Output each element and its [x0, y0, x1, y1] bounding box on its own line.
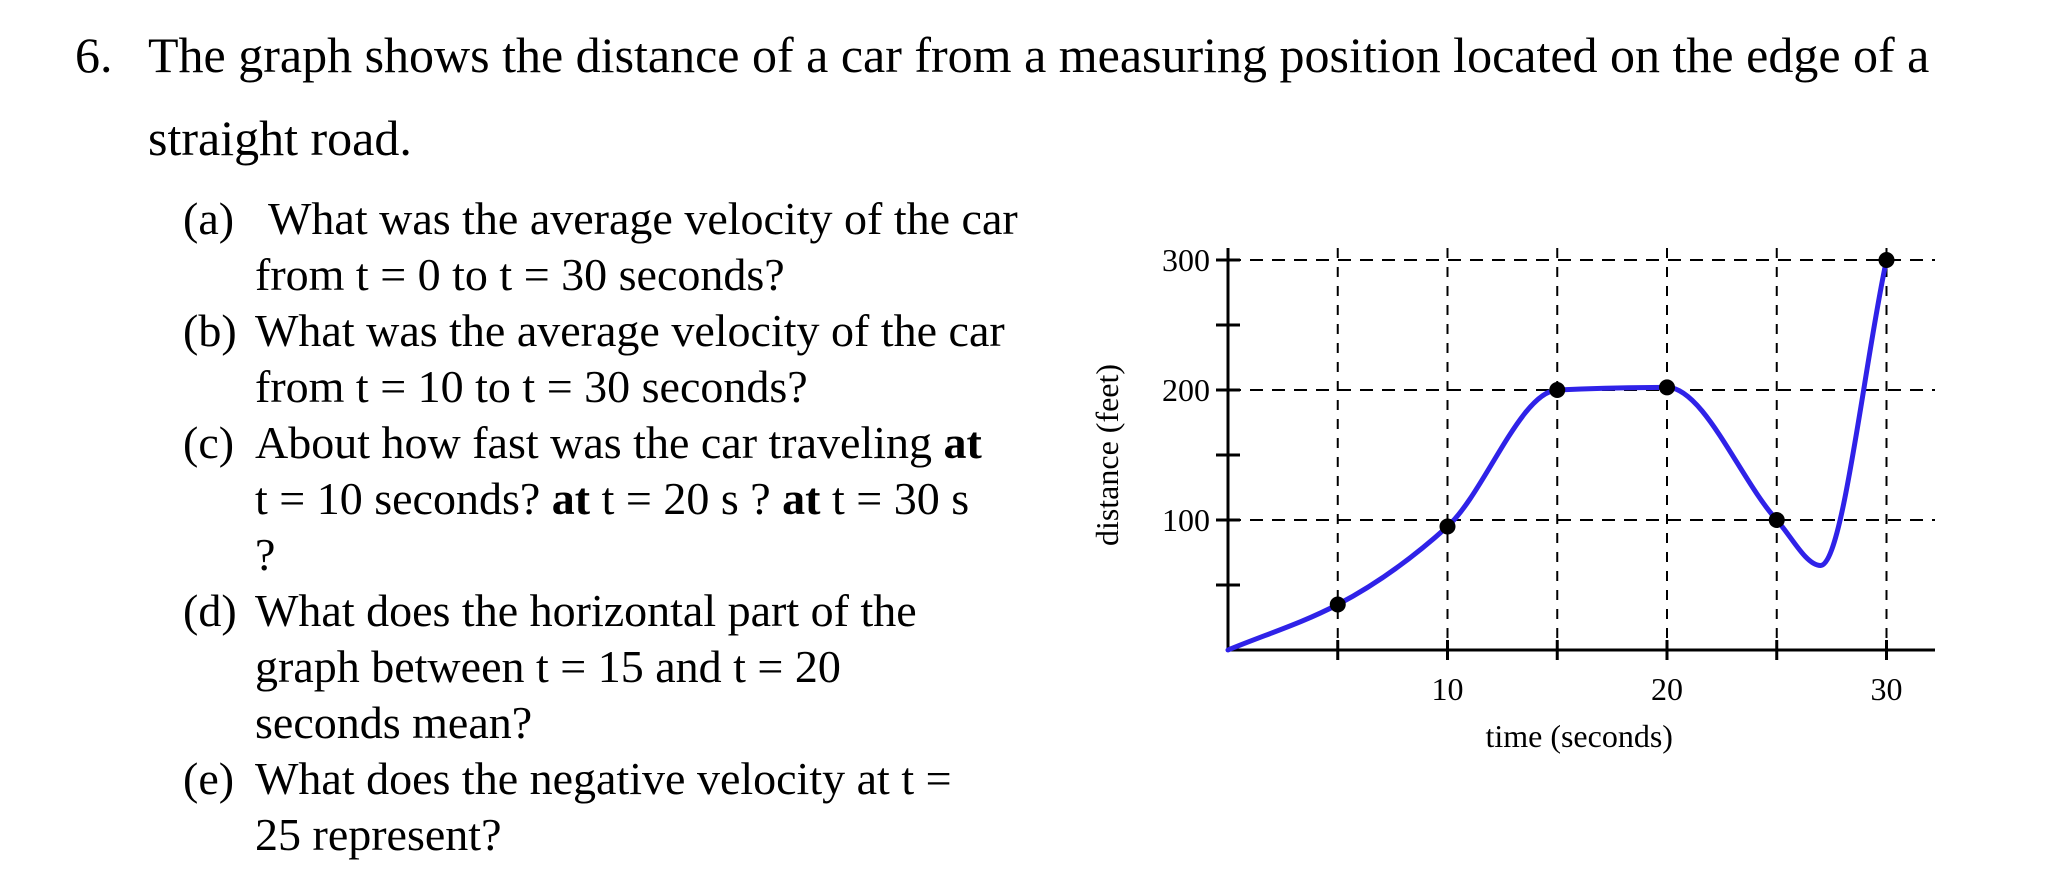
- y-tick-label: 300: [1162, 242, 1210, 278]
- part-b-label: (b): [183, 305, 237, 356]
- y-axis-label: distance (feet): [1089, 363, 1125, 547]
- question-number: 6.: [75, 27, 113, 83]
- part-e-line1: What does the negative velocity at t =: [255, 753, 952, 804]
- part-c-at-2: at: [551, 473, 591, 524]
- question-stem: The graph shows the distance of a car from a measuring position located on the edge of a: [148, 27, 1930, 83]
- x-tick-label: 30: [1870, 671, 1903, 707]
- part-a-label: (a): [183, 193, 235, 244]
- part-b-line1: What was the average velocity of the car: [255, 305, 1005, 356]
- part-d-line1: What does the horizontal part of the: [255, 585, 917, 636]
- part-d-line3: seconds mean?: [255, 697, 533, 748]
- part-c-t30: t = 30 s: [820, 473, 970, 524]
- part-d-label: (d): [183, 585, 237, 636]
- part-a-line2: from t = 0 to t = 30 seconds?: [255, 249, 785, 300]
- x-tick-label: 10: [1431, 671, 1464, 707]
- data-point: [1659, 379, 1675, 395]
- data-point: [1330, 597, 1346, 613]
- part-e-line2: 25 represent?: [255, 809, 502, 860]
- data-point: [1879, 252, 1895, 268]
- part-c-at-3: at: [782, 473, 821, 524]
- x-axis-label: time (seconds): [1485, 718, 1673, 754]
- data-point: [1549, 382, 1565, 398]
- part-c-line3: ?: [255, 529, 276, 580]
- part-b-line2: from t = 10 to t = 30 seconds?: [255, 361, 808, 412]
- part-c-line1-text: About how fast was the car traveling: [255, 417, 944, 468]
- part-a-line1: What was the average velocity of the car: [268, 193, 1018, 244]
- part-c-label: (c): [183, 417, 235, 468]
- question-stem-continued: straight road.: [148, 110, 412, 166]
- data-point: [1440, 519, 1456, 535]
- y-tick-label: 200: [1162, 372, 1210, 408]
- part-d-line2: graph between t = 15 and t = 20: [255, 641, 841, 692]
- y-tick-label: 100: [1162, 502, 1210, 538]
- part-e-label: (e): [183, 753, 235, 804]
- x-tick-label: 20: [1651, 671, 1683, 707]
- data-point: [1769, 512, 1785, 528]
- part-c-t20: t = 20 s ?: [590, 473, 783, 524]
- part-c-at-1: at: [943, 417, 982, 468]
- part-c-t10: t = 10 seconds?: [255, 473, 552, 524]
